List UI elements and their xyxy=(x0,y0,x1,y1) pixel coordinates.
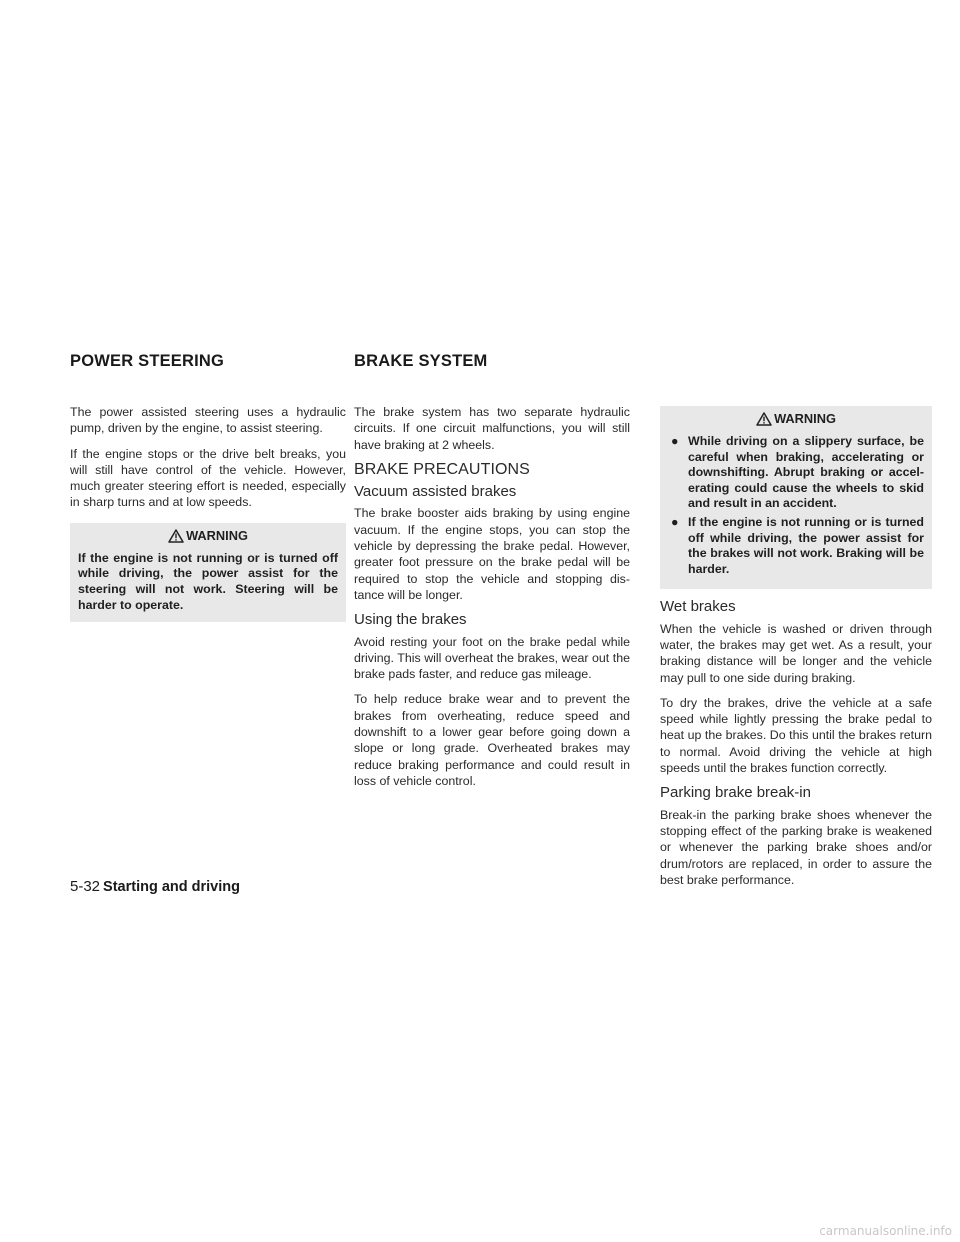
column-brake-details xyxy=(660,404,932,897)
heading-parking-brake-break-in: Parking brake break-in xyxy=(660,784,811,802)
heading-vacuum-assisted-brakes: Vacuum assisted brakes xyxy=(354,483,517,501)
warning-text: If the engine is not running or is turned off while driving, the power assist for the steering will not work. Steering will be harder to operate. xyxy=(78,550,338,612)
paragraph: The power assisted steering uses a hydraulic pump, driven by the engine, to assist steering. xyxy=(70,405,346,436)
warning-box xyxy=(70,523,346,622)
bullet-dot-icon: ● xyxy=(671,434,679,448)
paragraph: To help reduce brake wear and to prevent the brakes from overheating, reduce speed and downshift to a lower gear before going down a slope or long grade. Overheated brakes may reduce braking performance and could result in loss of vehicle control. xyxy=(354,692,630,788)
column-power-steering xyxy=(70,404,346,632)
paragraph: The brake system has two separate hydraulic circuits. If one circuit malfunctions, you will still have braking at 2 wheels. xyxy=(354,405,630,452)
warning-item-text: If the engine is not running or is turned off while driving, the power assist for the brakes will not work. Braking will be harder. xyxy=(688,514,924,576)
warning-title xyxy=(78,525,338,547)
warning-box xyxy=(660,406,932,589)
warning-triangle-icon xyxy=(168,529,184,543)
warning-item-text: While driving on a slippery surface, be careful when braking, accelerating or downshifting. Abrupt braking or accel- erating could cause the wheels to skid and result in an accident. xyxy=(688,434,924,511)
section-heading-brake-system: BRAKE SYSTEM xyxy=(354,352,488,370)
section-heading-power-steering: POWER STEERING xyxy=(70,352,225,370)
warning-triangle-icon xyxy=(756,412,772,426)
heading-using-the-brakes: Using the brakes xyxy=(354,611,467,629)
warning-list xyxy=(668,434,924,577)
watermark: carmanualsonline.info xyxy=(819,1224,952,1238)
paragraph: If the engine stops or the drive belt breaks, you will still have control of the vehicle. However, much greater steering effort is needed, especially in sharp turns and at low speeds. xyxy=(70,446,346,510)
chapter-title: Starting and driving xyxy=(103,879,240,895)
paragraph: Break-in the parking brake shoes whenever the stopping effect of the parking brake is weakened or whenever the parking brake shoes and/or drum/rotors are replaced, in order to assure the best brake performance. xyxy=(660,807,932,887)
paragraph: When the vehicle is washed or driven through water, the brakes may get wet. As a result, your braking distance will be longer and the vehicle may pull to one side during braking. xyxy=(660,621,932,685)
paragraph: The brake booster aids braking by using engine vacuum. If the engine stops, you can stop the vehicle by depressing the brake pedal. However, greater foot pressure on the brake pedal will be required to stop the vehicle and stopping dis- tance will be longer. xyxy=(354,506,630,602)
warning-list-item xyxy=(668,515,924,577)
warning-label: WARNING xyxy=(774,411,836,427)
page-footer xyxy=(70,878,240,895)
heading-wet-brakes: Wet brakes xyxy=(660,598,736,616)
paragraph: To dry the brakes, drive the vehicle at a safe speed while lightly pressing the brake pedal to heat up the brakes. Do this until the brakes return to normal. Avoid driving the vehicle at high speeds until the brakes function correctly. xyxy=(660,695,932,776)
paragraph: Avoid resting your foot on the brake pedal while driving. This will overheat the brakes, wear out the brake pads faster, and reduce gas mileage. xyxy=(354,634,630,682)
bullet-dot-icon: ● xyxy=(671,514,679,529)
warning-list-item xyxy=(668,434,924,512)
heading-brake-precautions: BRAKE PRECAUTIONS xyxy=(354,460,530,478)
warning-title xyxy=(668,408,924,430)
column-brake-system xyxy=(354,404,630,798)
page-number: 5-32 xyxy=(70,878,101,895)
warning-label: WARNING xyxy=(186,527,248,543)
